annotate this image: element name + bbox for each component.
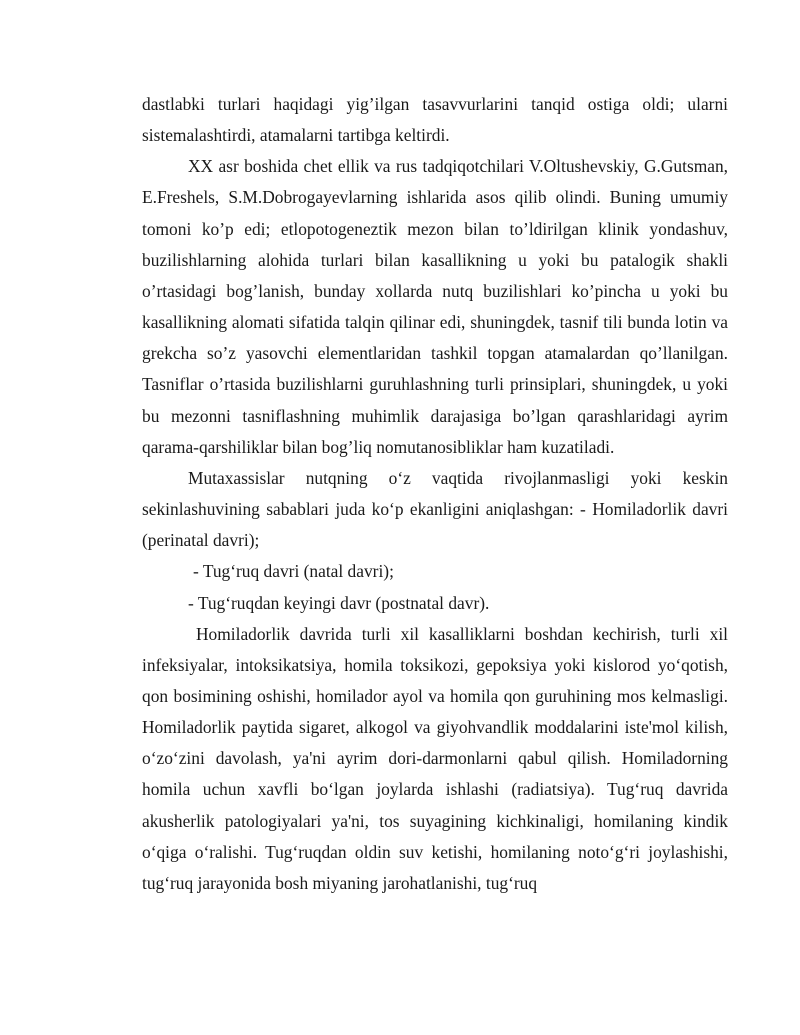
paragraph-pregnancy: Homiladorlik davrida turli xil kasalliklarni boshdan kechirish, turli xil infeksiyalar, intoksikatsiya, homila toksikozi, gepoksiya yoki kislorod yo‘qotish, qon bosimining oshishi, homilador ayol va homila qon guruhining mos kelmasligi. Homiladorlik paytida sigaret, alkogol va giyohvandlik moddalarini iste'mol kilish, o‘zo‘zini davolash, ya'ni ayrim dori-darmonlarni qabul qilish. Homiladorning homila uchun xavfli bo‘lgan joylarda ishlashi (radiatsiya). Tug‘ruq davrida akusherlik patologiyalari ya'ni, tos suyagining kichkinaligi, homilaning kindik o‘qiga o‘ralishi. Tug‘ruqdan oldin suv ketishi, homilaning noto‘g‘ri joylashishi, tug‘ruq jarayonida bosh miyaning jarohatlanishi, tug‘ruq <box>142 623 728 893</box>
document-body <box>142 89 728 899</box>
list-item-natal: - Tug‘ruq davri (natal davri); <box>193 561 394 582</box>
paragraph-specialists: Mutaxassislar nutqning o‘z vaqtida rivojlanmasligi yoki keskin sekinlashuvining sabablari juda ko‘p ekanligini aniqlashgan: - Homiladorlik davri (perinatal davri); <box>142 467 728 551</box>
paragraph-xx-century: XX asr boshida chet ellik va rus tadqiqotchilari V.Oltushevskiy, G.Gutsman, E.Freshels, S.M.Dobrogayevlarning ishlarida asos qilib olindi. Buning umumiy tomoni ko’p edi; etlopotogeneztik mezon bilan to’ldirilgan klinik yondashuv, buzilishlarning alohida turlari bilan kasallikning u yoki bu patalogik shakli o’rtasidagi bog’lanish, bunday xollarda nutq buzilishlari ko’pincha u yoki bu kasallikning alomati sifatida talqin qilinar edi, shuningdek, tasnif tili bunda lotin va grekcha so’z yasovchi elementlaridan tashkil topgan atamalardan qo’llanilgan. Tasniflar o’rtasida buzilishlarni guruhlashning turli prinsiplari, shuningdek, u yoki bu mezonni tasniflashning muhimlik darajasiga bo’lgan qarashlaridagi ayrim qarama-qarshiliklar bilan bog’liq nomutanosibliklar ham kuzatiladi. <box>142 156 728 457</box>
paragraph-continuation: dastlabki turlari haqidagi yig’ilgan tasavvurlarini tanqid ostiga oldi; ularni sistemalashtirdi, atamalarni tartibga keltirdi. <box>142 94 728 146</box>
list-item-postnatal: - Tug‘ruqdan keyingi davr (postnatal davr). <box>188 592 490 613</box>
